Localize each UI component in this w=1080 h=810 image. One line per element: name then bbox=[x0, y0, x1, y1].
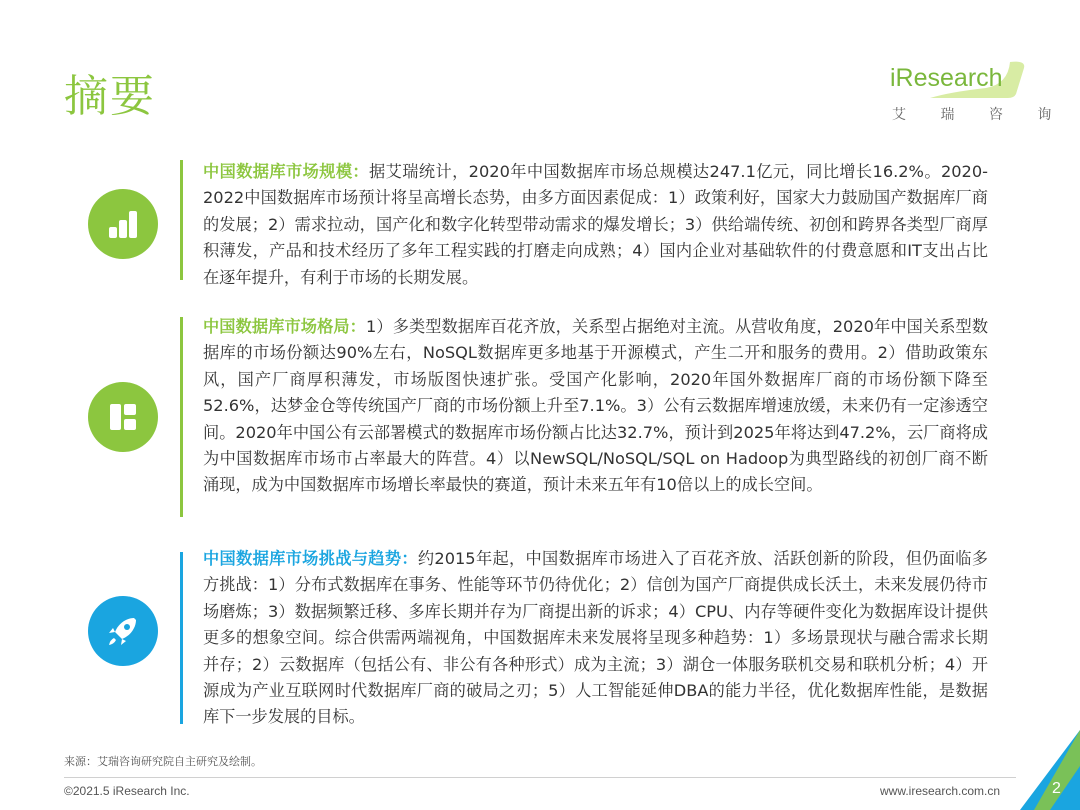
page-corner-decoration bbox=[1020, 730, 1080, 810]
website-link[interactable]: www.iresearch.com.cn bbox=[880, 784, 1001, 798]
footer-divider bbox=[64, 777, 1016, 778]
section-heading: 中国数据库市场挑战与趋势： bbox=[203, 549, 418, 568]
section-heading: 中国数据库市场格局： bbox=[203, 317, 366, 336]
iresearch-logo bbox=[890, 58, 1067, 128]
page-number: 2 bbox=[1052, 780, 1061, 797]
bar-chart-icon bbox=[88, 189, 158, 259]
summary-challenges-trends bbox=[203, 546, 988, 731]
section-body: 据艾瑞统计，2020年中国数据库市场总规模达247.1亿元，同比增长16.2%。2020-2022中国数据库市场预计将呈高增长态势，由多方面因素促成：1）政策利好，国家大力鼓励国产数据库厂商的发展；2）需求拉动，国产化和数字化转型带动需求的爆发增长；3）供给端传统、初创和跨界各类型厂商厚积薄发，产品和技术经历了多年工程实践的打磨走向成熟；4）国内企业对基础软件的付费意愿和IT支出占比在逐年提升，有利于市场的长期发展。 bbox=[203, 162, 989, 287]
section-heading: 中国数据库市场规模： bbox=[203, 162, 370, 181]
section-divider-3 bbox=[180, 552, 183, 724]
rocket-icon bbox=[88, 596, 158, 666]
source-note: 来源：艾瑞咨询研究院自主研究及绘制。 bbox=[64, 755, 262, 768]
copyright-text: ©2021.5 iResearch Inc. bbox=[64, 784, 190, 798]
layout-icon bbox=[88, 382, 158, 452]
logo-subtitle: 艾 瑞 咨 询 bbox=[892, 107, 1067, 123]
section-body: 1）多类型数据库百花齐放，关系型占据绝对主流。从营收角度，2020年中国关系型数据库的市场份额达90%左右，NoSQL数据库更多地基于开源模式，产生二开和服务的费用。2）借助政策东风，国产厂商厚积薄发，市场版图快速扩张。受国产化影响，2020年国外数据库厂商的市场份额下降至52.6%，达梦金仓等传统国产厂商的市场份额上升至7.1%。3）公有云数据库增速放缓，未来仍有一定渗透空间。2020年中国公有云部署模式的数据库市场份额占比达32.7%，预计到2025年将达到47.2%，云厂商将成为中国数据库市场市占率最大的阵营。4）以NewSQL/NoSQL/SQL on Hadoop为典型路线的初创厂商不断涌现，成为中国数据库市场增长率最快的赛道，预计未来五年有10倍以上的成长空间。 bbox=[203, 317, 989, 495]
page-title: 摘要 bbox=[64, 71, 156, 122]
section-body: 约2015年起，中国数据库市场进入了百花齐放、活跃创新的阶段，但仍面临多方挑战：1）分布式数据库在事务、性能等环节仍待优化；2）信创为国产厂商提供成长沃土，未来发展仍待市场磨炼；3）数据频繁迁移、多库长期并存为厂商提出新的诉求；4）CPU、内存等硬件变化为数据库设计提供更多的想象空间。综合供需两端视角，中国数据库未来发展将呈现多种趋势：1）多场景现状与融合需求长期并存；2）云数据库（包括公有、非公有各种形式）成为主流；3）湖仓一体服务联机交易和联机分析；4）开源成为产业互联网时代数据库厂商的破局之刃；5）人工智能延伸DBA的能力半径，优化数据库性能，是数据库下一步发展的目标。 bbox=[203, 549, 988, 727]
section-divider-1 bbox=[180, 160, 183, 280]
summary-market-size bbox=[203, 159, 988, 291]
section-divider-2 bbox=[180, 317, 183, 517]
summary-market-landscape bbox=[203, 314, 988, 499]
logo-wordmark: iResearch bbox=[890, 64, 1003, 92]
